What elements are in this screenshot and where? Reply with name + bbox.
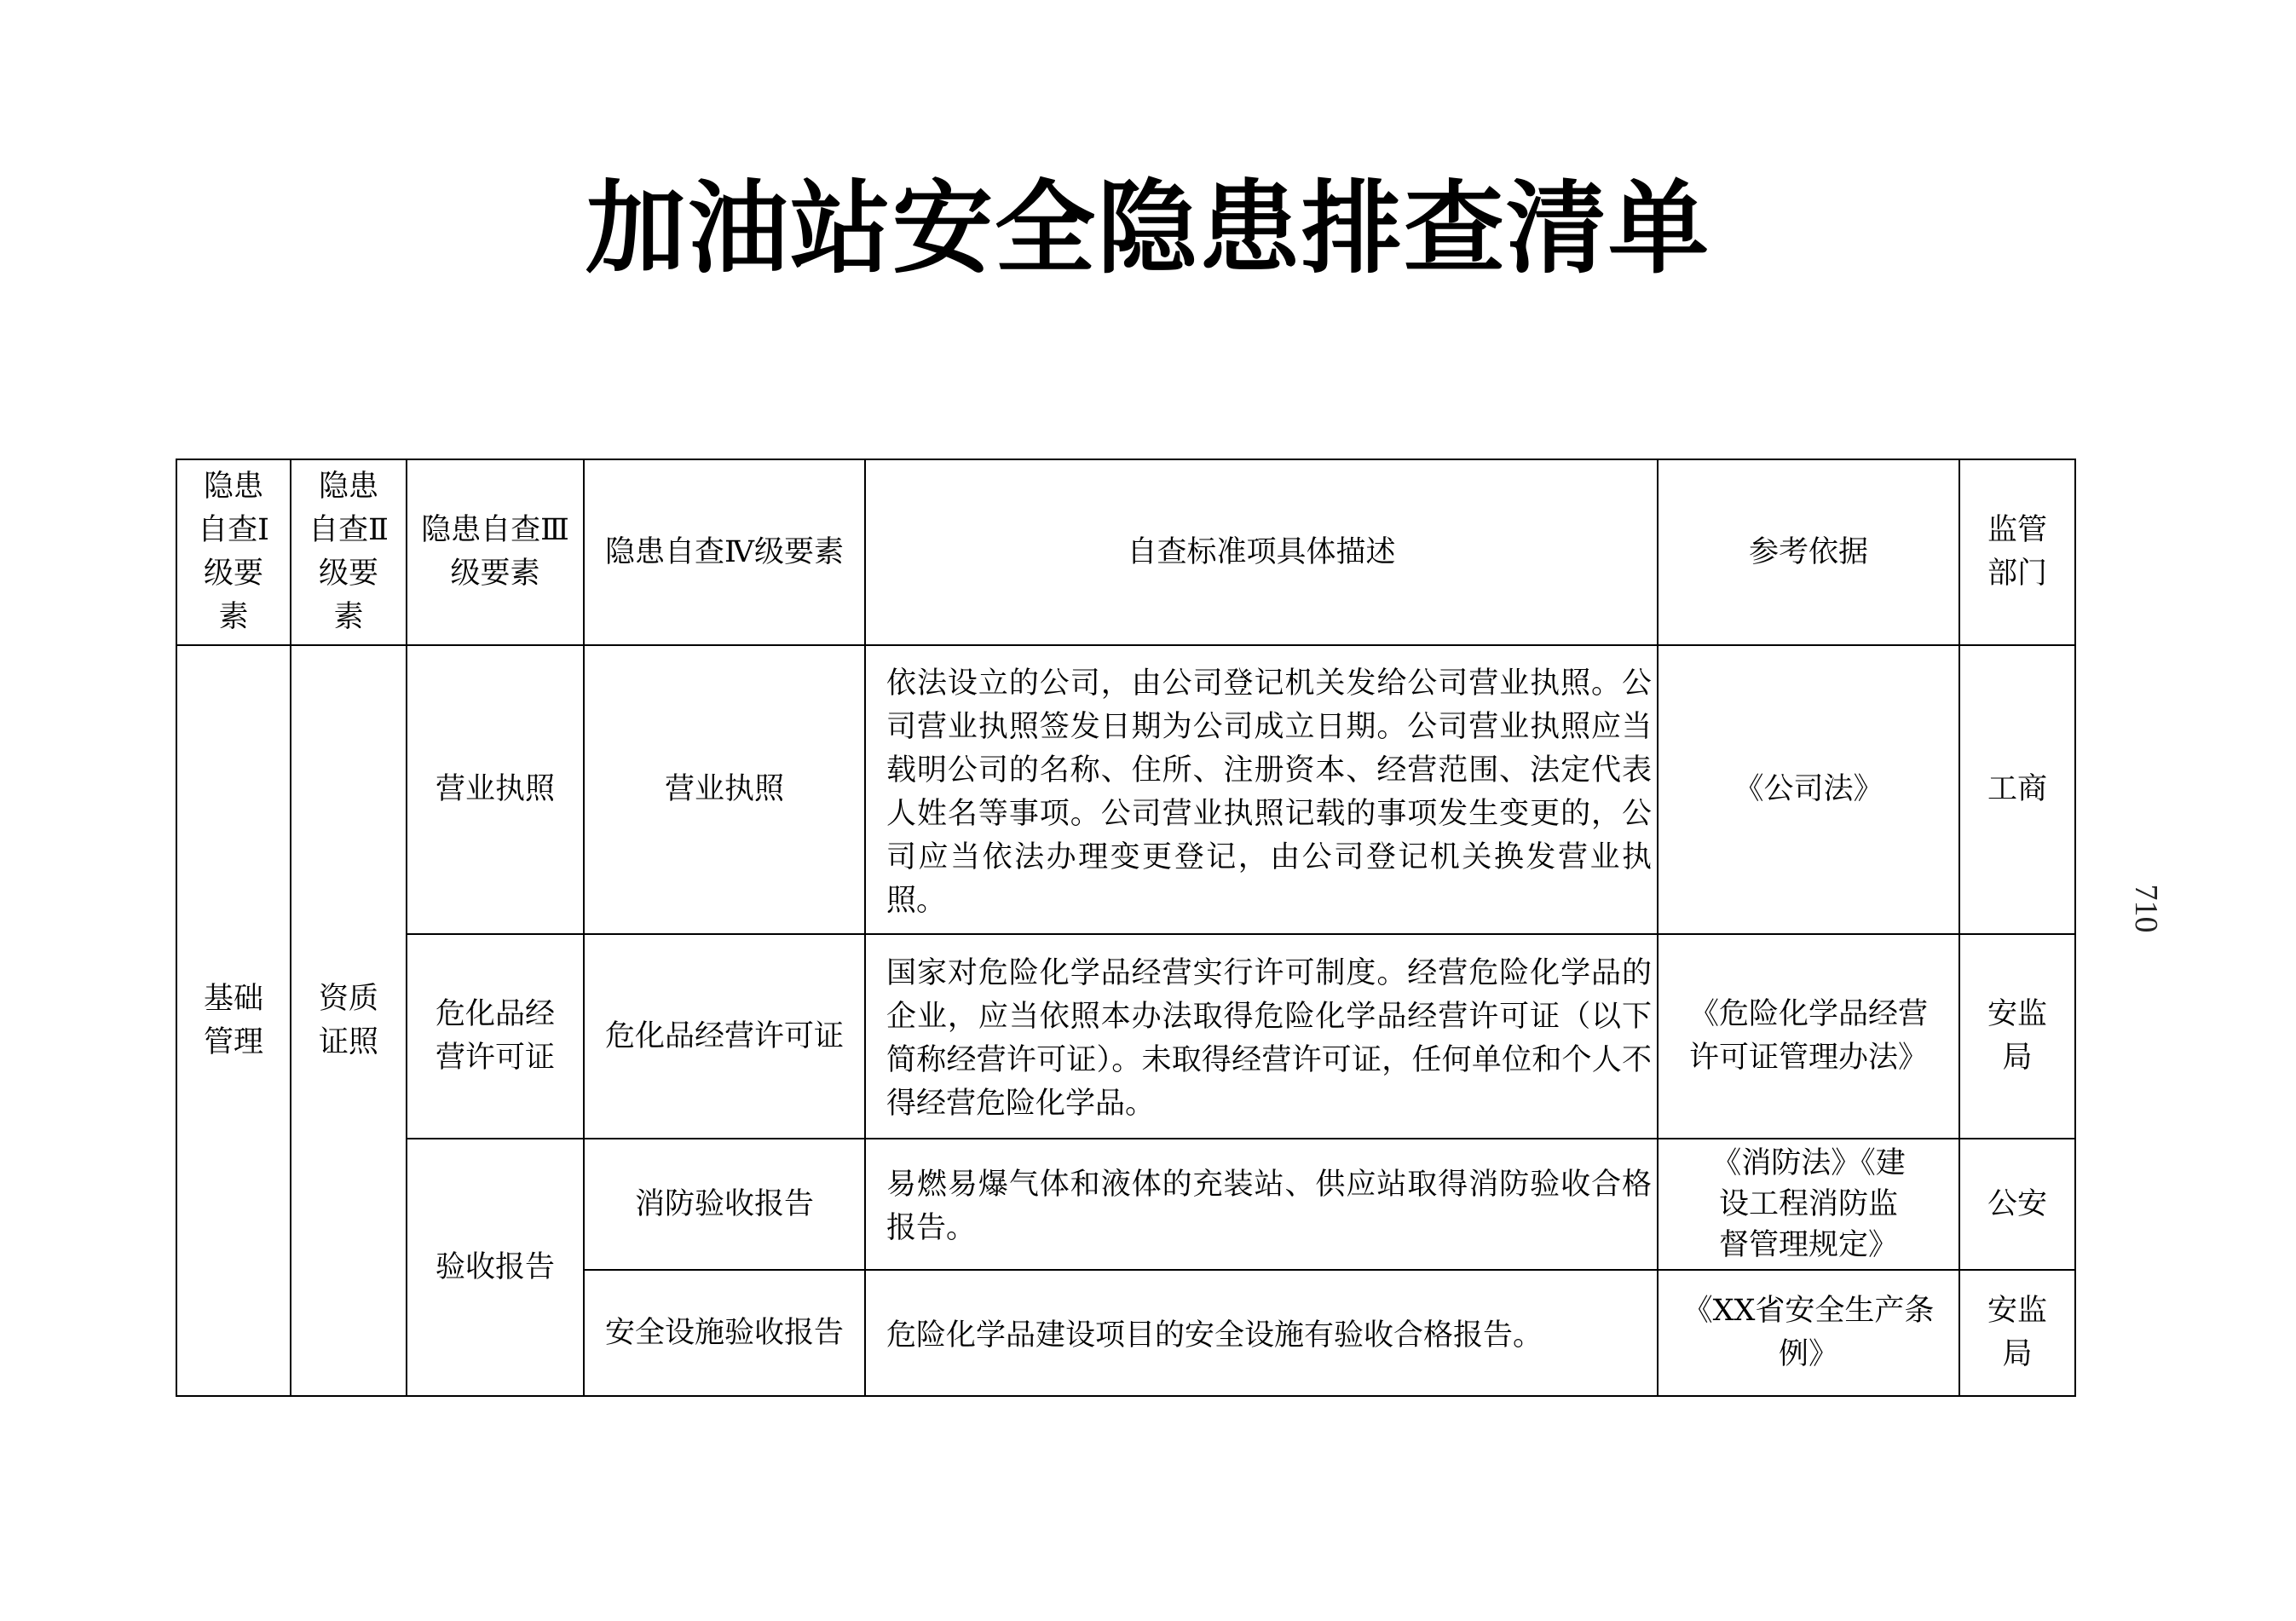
header-department: 监管部门 xyxy=(1959,459,2075,645)
header-level1: 隐患自查Ⅰ级要素 xyxy=(176,459,291,645)
header-reference: 参考依据 xyxy=(1658,459,1959,645)
table-row xyxy=(176,645,2075,934)
level4-cell: 营业执照 xyxy=(584,645,865,934)
department-cell: 工商 xyxy=(1959,645,2075,934)
level3-cell: 验收报告 xyxy=(407,1139,584,1396)
description-cell: 依法设立的公司，由公司登记机关发给公司营业执照。公司营业执照签发日期为公司成立日期。公司营业执照应当载明公司的名称、住所、注册资本、经营范围、法定代表人姓名等事项。公司营业执照记载的事项发生变更的，公司应当依法办理变更登记，由公司登记机关换发营业执照。 xyxy=(865,645,1658,934)
level3-cell: 营业执照 xyxy=(407,645,584,934)
level2-cell: 资质证照 xyxy=(291,645,407,1396)
level4-cell: 消防验收报告 xyxy=(584,1139,865,1270)
level1-cell: 基础管理 xyxy=(176,645,291,1396)
department-cell: 安监局 xyxy=(1959,1270,2075,1396)
page-title: 加油站安全隐患排查清单 xyxy=(585,170,1710,287)
page-number: 710 xyxy=(2128,884,2164,933)
header-level3: 隐患自查Ⅲ级要素 xyxy=(407,459,584,645)
description-cell: 国家对危险化学品经营实行许可制度。经营危险化学品的企业，应当依照本办法取得危险化学品经营许可证（以下简称经营许可证）。未取得经营许可证，任何单位和个人不得经营危险化学品。 xyxy=(865,934,1658,1139)
level3-cell: 危化品经营许可证 xyxy=(407,934,584,1139)
reference-cell: 《公司法》 xyxy=(1658,645,1959,934)
description-cell: 危险化学品建设项目的安全设施有验收合格报告。 xyxy=(865,1270,1658,1396)
reference-cell: 《危险化学品经营许可证管理办法》 xyxy=(1658,934,1959,1139)
header-level2: 隐患自查Ⅱ级要素 xyxy=(291,459,407,645)
level4-cell: 安全设施验收报告 xyxy=(584,1270,865,1396)
header-level4: 隐患自查Ⅳ级要素 xyxy=(584,459,865,645)
description-cell: 易燃易爆气体和液体的充装站、供应站取得消防验收合格报告。 xyxy=(865,1139,1658,1270)
table-row xyxy=(176,1139,2075,1270)
level4-cell: 危化品经营许可证 xyxy=(584,934,865,1139)
department-cell: 公安 xyxy=(1959,1139,2075,1270)
reference-cell: 《消防法》《建设工程消防监督管理规定》 xyxy=(1658,1139,1959,1270)
header-description: 自查标准项具体描述 xyxy=(865,459,1658,645)
department-cell: 安监局 xyxy=(1959,934,2075,1139)
reference-cell: 《XX省安全生产条例》 xyxy=(1658,1270,1959,1396)
hazard-checklist-table xyxy=(176,459,2076,1397)
table-row xyxy=(176,934,2075,1139)
table-header-row xyxy=(176,459,2075,645)
